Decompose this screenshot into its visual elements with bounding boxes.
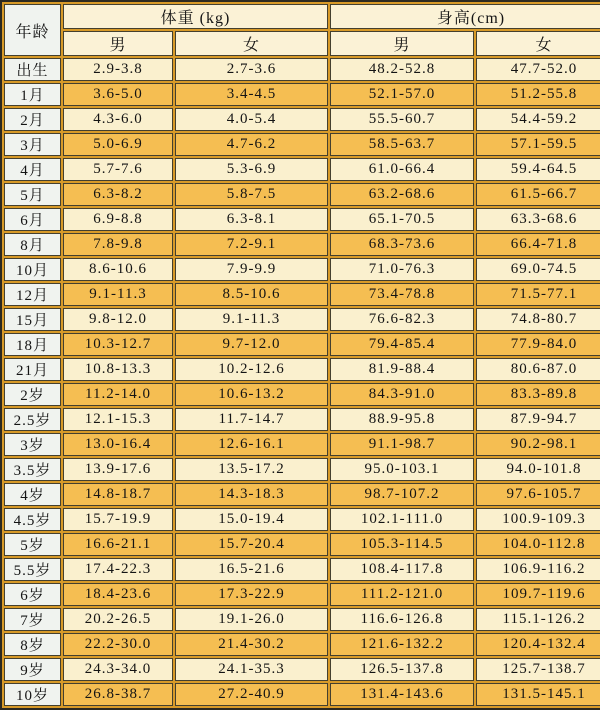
height-male-cell: 102.1-111.0 (330, 508, 474, 531)
age-cell: 5.5岁 (4, 558, 61, 581)
weight-male-cell: 3.6-5.0 (63, 83, 173, 106)
height-male-cell: 76.6-82.3 (330, 308, 474, 331)
age-cell: 2月 (4, 108, 61, 131)
weight-male-cell: 22.2-30.0 (63, 633, 173, 656)
weight-male-cell: 17.4-22.3 (63, 558, 173, 581)
weight-male-cell: 8.6-10.6 (63, 258, 173, 281)
weight-female-cell: 21.4-30.2 (175, 633, 328, 656)
weight-male-cell: 5.7-7.6 (63, 158, 173, 181)
weight-female-cell: 15.7-20.4 (175, 533, 328, 556)
age-cell: 2岁 (4, 383, 61, 406)
table-row (4, 683, 600, 706)
table-header (4, 4, 600, 56)
height-male-cell: 79.4-85.4 (330, 333, 474, 356)
weight-male-cell: 6.9-8.8 (63, 208, 173, 231)
header-height-female: 女 (476, 31, 600, 56)
table-row (4, 458, 600, 481)
height-female-cell: 47.7-52.0 (476, 58, 600, 81)
weight-male-cell: 2.9-3.8 (63, 58, 173, 81)
age-cell: 15月 (4, 308, 61, 331)
table-row (4, 533, 600, 556)
table-row (4, 108, 600, 131)
table-row (4, 658, 600, 681)
height-female-cell: 57.1-59.5 (476, 133, 600, 156)
height-female-cell: 109.7-119.6 (476, 583, 600, 606)
header-age: 年龄 (4, 4, 61, 56)
weight-male-cell: 26.8-38.7 (63, 683, 173, 706)
age-cell: 10岁 (4, 683, 61, 706)
height-male-cell: 52.1-57.0 (330, 83, 474, 106)
height-male-cell: 63.2-68.6 (330, 183, 474, 206)
weight-male-cell: 12.1-15.3 (63, 408, 173, 431)
weight-female-cell: 9.7-12.0 (175, 333, 328, 356)
height-male-cell: 98.7-107.2 (330, 483, 474, 506)
weight-male-cell: 7.8-9.8 (63, 233, 173, 256)
weight-female-cell: 13.5-17.2 (175, 458, 328, 481)
table-row (4, 633, 600, 656)
height-female-cell: 97.6-105.7 (476, 483, 600, 506)
height-female-cell: 54.4-59.2 (476, 108, 600, 131)
weight-male-cell: 5.0-6.9 (63, 133, 173, 156)
age-cell: 8月 (4, 233, 61, 256)
age-cell: 6岁 (4, 583, 61, 606)
table-row (4, 383, 600, 406)
age-cell: 12月 (4, 283, 61, 306)
height-male-cell: 95.0-103.1 (330, 458, 474, 481)
header-weight-group: 体重 (kg) (63, 4, 328, 29)
height-male-cell: 116.6-126.8 (330, 608, 474, 631)
height-male-cell: 58.5-63.7 (330, 133, 474, 156)
age-cell: 7岁 (4, 608, 61, 631)
weight-male-cell: 10.3-12.7 (63, 333, 173, 356)
table-row (4, 608, 600, 631)
weight-female-cell: 24.1-35.3 (175, 658, 328, 681)
age-cell: 6月 (4, 208, 61, 231)
weight-male-cell: 16.6-21.1 (63, 533, 173, 556)
weight-male-cell: 20.2-26.5 (63, 608, 173, 631)
height-female-cell: 125.7-138.7 (476, 658, 600, 681)
weight-male-cell: 13.0-16.4 (63, 433, 173, 456)
table-row (4, 283, 600, 306)
height-male-cell: 121.6-132.2 (330, 633, 474, 656)
weight-female-cell: 27.2-40.9 (175, 683, 328, 706)
weight-female-cell: 8.5-10.6 (175, 283, 328, 306)
height-male-cell: 108.4-117.8 (330, 558, 474, 581)
age-cell: 3岁 (4, 433, 61, 456)
height-female-cell: 59.4-64.5 (476, 158, 600, 181)
height-male-cell: 73.4-78.8 (330, 283, 474, 306)
table-row (4, 358, 600, 381)
height-female-cell: 120.4-132.4 (476, 633, 600, 656)
table-row (4, 58, 600, 81)
table-row (4, 583, 600, 606)
table-row (4, 258, 600, 281)
table-row (4, 558, 600, 581)
height-male-cell: 55.5-60.7 (330, 108, 474, 131)
height-male-cell: 131.4-143.6 (330, 683, 474, 706)
height-female-cell: 94.0-101.8 (476, 458, 600, 481)
height-male-cell: 88.9-95.8 (330, 408, 474, 431)
age-cell: 出生 (4, 58, 61, 81)
weight-female-cell: 7.9-9.9 (175, 258, 328, 281)
weight-female-cell: 3.4-4.5 (175, 83, 328, 106)
height-female-cell: 51.2-55.8 (476, 83, 600, 106)
height-male-cell: 61.0-66.4 (330, 158, 474, 181)
height-female-cell: 106.9-116.2 (476, 558, 600, 581)
table-row (4, 133, 600, 156)
height-female-cell: 69.0-74.5 (476, 258, 600, 281)
height-female-cell: 87.9-94.7 (476, 408, 600, 431)
weight-female-cell: 10.6-13.2 (175, 383, 328, 406)
height-female-cell: 115.1-126.2 (476, 608, 600, 631)
height-female-cell: 71.5-77.1 (476, 283, 600, 306)
weight-female-cell: 11.7-14.7 (175, 408, 328, 431)
age-cell: 2.5岁 (4, 408, 61, 431)
age-cell: 3.5岁 (4, 458, 61, 481)
age-cell: 3月 (4, 133, 61, 156)
weight-female-cell: 4.0-5.4 (175, 108, 328, 131)
age-cell: 4岁 (4, 483, 61, 506)
header-height-male: 男 (330, 31, 474, 56)
weight-male-cell: 6.3-8.2 (63, 183, 173, 206)
weight-male-cell: 9.1-11.3 (63, 283, 173, 306)
age-cell: 8岁 (4, 633, 61, 656)
header-row-groups (4, 4, 600, 29)
weight-male-cell: 10.8-13.3 (63, 358, 173, 381)
weight-female-cell: 15.0-19.4 (175, 508, 328, 531)
table-row (4, 308, 600, 331)
table-body (4, 58, 600, 706)
height-female-cell: 104.0-112.8 (476, 533, 600, 556)
height-female-cell: 74.8-80.7 (476, 308, 600, 331)
age-cell: 5岁 (4, 533, 61, 556)
weight-female-cell: 14.3-18.3 (175, 483, 328, 506)
weight-male-cell: 4.3-6.0 (63, 108, 173, 131)
weight-female-cell: 6.3-8.1 (175, 208, 328, 231)
table-row (4, 83, 600, 106)
table-row (4, 508, 600, 531)
weight-male-cell: 13.9-17.6 (63, 458, 173, 481)
age-cell: 4月 (4, 158, 61, 181)
weight-male-cell: 14.8-18.7 (63, 483, 173, 506)
height-male-cell: 105.3-114.5 (330, 533, 474, 556)
table-row (4, 208, 600, 231)
table-row (4, 408, 600, 431)
table-row (4, 483, 600, 506)
weight-male-cell: 24.3-34.0 (63, 658, 173, 681)
height-male-cell: 71.0-76.3 (330, 258, 474, 281)
weight-male-cell: 11.2-14.0 (63, 383, 173, 406)
weight-male-cell: 9.8-12.0 (63, 308, 173, 331)
weight-male-cell: 15.7-19.9 (63, 508, 173, 531)
header-weight-female: 女 (175, 31, 328, 56)
weight-female-cell: 9.1-11.3 (175, 308, 328, 331)
height-male-cell: 84.3-91.0 (330, 383, 474, 406)
age-cell: 4.5岁 (4, 508, 61, 531)
height-male-cell: 65.1-70.5 (330, 208, 474, 231)
height-male-cell: 111.2-121.0 (330, 583, 474, 606)
weight-female-cell: 17.3-22.9 (175, 583, 328, 606)
age-cell: 18月 (4, 333, 61, 356)
header-weight-male: 男 (63, 31, 173, 56)
height-male-cell: 126.5-137.8 (330, 658, 474, 681)
weight-male-cell: 18.4-23.6 (63, 583, 173, 606)
table-row (4, 183, 600, 206)
age-cell: 5月 (4, 183, 61, 206)
weight-female-cell: 4.7-6.2 (175, 133, 328, 156)
weight-female-cell: 12.6-16.1 (175, 433, 328, 456)
table-row (4, 333, 600, 356)
height-male-cell: 81.9-88.4 (330, 358, 474, 381)
height-male-cell: 91.1-98.7 (330, 433, 474, 456)
weight-female-cell: 19.1-26.0 (175, 608, 328, 631)
height-female-cell: 61.5-66.7 (476, 183, 600, 206)
height-female-cell: 63.3-68.6 (476, 208, 600, 231)
age-cell: 9岁 (4, 658, 61, 681)
header-row-sex (4, 31, 600, 56)
age-cell: 1月 (4, 83, 61, 106)
weight-female-cell: 7.2-9.1 (175, 233, 328, 256)
header-height-group: 身高(cm) (330, 4, 600, 29)
age-cell: 10月 (4, 258, 61, 281)
table-row (4, 233, 600, 256)
age-cell: 21月 (4, 358, 61, 381)
weight-female-cell: 16.5-21.6 (175, 558, 328, 581)
height-female-cell: 66.4-71.8 (476, 233, 600, 256)
height-female-cell: 77.9-84.0 (476, 333, 600, 356)
height-male-cell: 68.3-73.6 (330, 233, 474, 256)
weight-female-cell: 2.7-3.6 (175, 58, 328, 81)
height-female-cell: 90.2-98.1 (476, 433, 600, 456)
height-male-cell: 48.2-52.8 (330, 58, 474, 81)
height-female-cell: 83.3-89.8 (476, 383, 600, 406)
weight-female-cell: 5.3-6.9 (175, 158, 328, 181)
weight-female-cell: 5.8-7.5 (175, 183, 328, 206)
height-female-cell: 100.9-109.3 (476, 508, 600, 531)
height-female-cell: 80.6-87.0 (476, 358, 600, 381)
weight-female-cell: 10.2-12.6 (175, 358, 328, 381)
height-female-cell: 131.5-145.1 (476, 683, 600, 706)
table-row (4, 158, 600, 181)
table-row (4, 433, 600, 456)
